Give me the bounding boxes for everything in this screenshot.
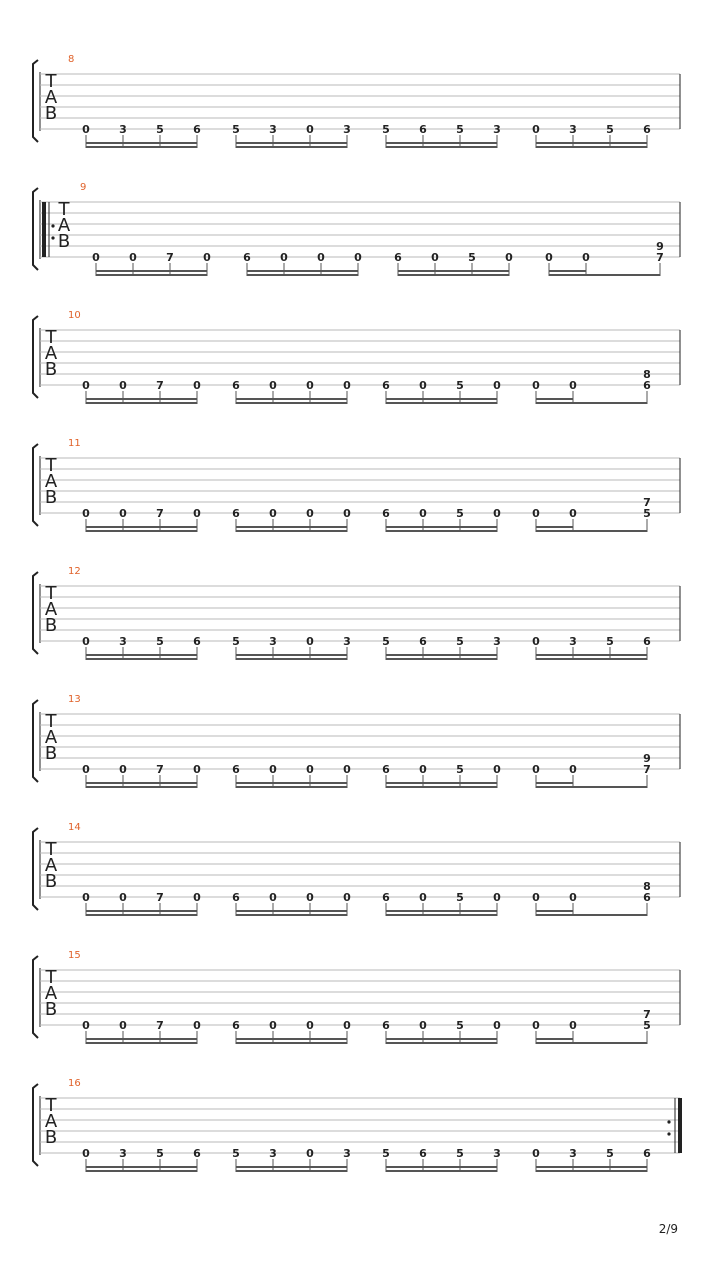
system-bracket [33, 1084, 38, 1166]
fret-number: 0 [569, 507, 577, 520]
fret-number: 0 [532, 1019, 540, 1032]
fret-number: 0 [306, 1019, 314, 1032]
fret-number: 3 [569, 123, 577, 136]
beam-primary [386, 1170, 497, 1172]
beam-secondary [86, 1038, 197, 1040]
fret-number: 5 [606, 123, 614, 136]
fret-number: 3 [493, 635, 501, 648]
system-bracket [33, 828, 38, 910]
tab-clef-letter: A [44, 87, 58, 108]
beam-secondary [536, 654, 647, 656]
tab-system [33, 950, 680, 1044]
fret-number: 0 [532, 123, 540, 136]
measure-number: 16 [68, 1078, 81, 1089]
fret-number: 5 [232, 123, 240, 136]
measure-number: 14 [68, 822, 81, 833]
beam-secondary [536, 1038, 573, 1040]
repeat-dot [51, 224, 54, 227]
fret-number: 3 [119, 123, 127, 136]
beam-primary [386, 786, 497, 788]
fret-number: 5 [456, 123, 464, 136]
fret-number: 0 [306, 763, 314, 776]
beam-primary [86, 1170, 197, 1172]
beam-primary [386, 1042, 497, 1044]
fret-number: 6 [382, 507, 390, 520]
tab-clef-letter: T [45, 583, 57, 604]
fret-number: 5 [156, 123, 164, 136]
fret-number: 0 [343, 891, 351, 904]
beam-primary [536, 914, 647, 916]
fret-number: 0 [119, 891, 127, 904]
fret-number: 6 [643, 123, 651, 136]
fret-number: 0 [532, 1147, 540, 1160]
fret-number: 7 [156, 891, 164, 904]
measure-number: 12 [68, 566, 81, 577]
fret-number: 0 [269, 891, 277, 904]
beam-primary [536, 1170, 647, 1172]
fret-number: 7 [156, 763, 164, 776]
beam-secondary [386, 910, 497, 912]
fret-number: 6 [243, 251, 251, 264]
beam-primary [236, 786, 347, 788]
fret-number: 0 [82, 1147, 90, 1160]
fret-number: 5 [643, 507, 651, 520]
tab-clef-letter: B [44, 999, 58, 1020]
fret-number: 0 [82, 379, 90, 392]
fret-number: 7 [156, 1019, 164, 1032]
fret-number: 0 [119, 379, 127, 392]
beam-secondary [236, 142, 347, 144]
fret-number: 6 [193, 1147, 201, 1160]
fret-number: 0 [306, 1147, 314, 1160]
beam-secondary [386, 1038, 497, 1040]
fret-number: 5 [156, 635, 164, 648]
fret-number: 3 [343, 123, 351, 136]
beam-secondary [386, 526, 497, 528]
beam-primary [236, 1042, 347, 1044]
fret-number: 0 [343, 763, 351, 776]
repeat-dot [667, 1120, 670, 1123]
fret-number: 0 [545, 251, 553, 264]
repeat-start-thick-bar [42, 202, 46, 257]
fret-number: 0 [82, 507, 90, 520]
fret-number: 7 [166, 251, 174, 264]
beam-primary [386, 914, 497, 916]
beam-secondary [386, 654, 497, 656]
fret-number: 5 [382, 123, 390, 136]
fret-number: 5 [456, 1019, 464, 1032]
fret-number: 5 [456, 891, 464, 904]
fret-number: 0 [419, 763, 427, 776]
fret-number: 7 [156, 379, 164, 392]
fret-number: 0 [306, 123, 314, 136]
system-bracket [33, 316, 38, 398]
tab-system [33, 438, 680, 532]
fret-number: 0 [269, 507, 277, 520]
fret-number: 6 [232, 1019, 240, 1032]
beam-primary [86, 658, 197, 660]
fret-number: 0 [419, 1019, 427, 1032]
beam-primary [236, 402, 347, 404]
measure-number: 8 [68, 54, 75, 65]
system-bracket [33, 188, 38, 270]
tab-clef-letter: T [45, 839, 57, 860]
fret-number: 0 [419, 379, 427, 392]
fret-number: 5 [382, 1147, 390, 1160]
fret-number: 5 [456, 763, 464, 776]
fret-number: 6 [382, 891, 390, 904]
fret-number: 6 [394, 251, 402, 264]
beam-primary [536, 146, 647, 148]
beam-primary [536, 1042, 647, 1044]
fret-number: 5 [606, 1147, 614, 1160]
measure-number: 15 [68, 950, 81, 961]
tab-clef-letter: B [44, 103, 58, 124]
tab-clef-letter: A [44, 1111, 58, 1132]
fret-number: 3 [343, 1147, 351, 1160]
fret-number: 3 [343, 635, 351, 648]
beam-primary [96, 274, 207, 276]
fret-number: 9 [643, 752, 651, 765]
beam-secondary [236, 1166, 347, 1168]
beam-secondary [86, 654, 197, 656]
beam-secondary [536, 782, 573, 784]
tab-clef-letter: B [44, 743, 58, 764]
tab-clef-letter: T [58, 199, 70, 220]
system-bracket [33, 572, 38, 654]
beam-primary [86, 146, 197, 148]
beam-secondary [398, 270, 509, 272]
fret-number: 0 [493, 379, 501, 392]
beam-secondary [536, 910, 573, 912]
fret-number: 0 [269, 379, 277, 392]
tab-system [33, 1078, 682, 1172]
beam-primary [536, 530, 647, 532]
fret-number: 0 [119, 763, 127, 776]
fret-number: 0 [82, 635, 90, 648]
fret-number: 0 [280, 251, 288, 264]
beam-secondary [96, 270, 207, 272]
tab-clef-letter: A [44, 983, 58, 1004]
fret-number: 7 [656, 251, 664, 264]
beam-secondary [86, 142, 197, 144]
fret-number: 0 [269, 1019, 277, 1032]
fret-number: 0 [493, 507, 501, 520]
beam-secondary [386, 398, 497, 400]
beam-secondary [247, 270, 358, 272]
tab-clef-letter: T [45, 967, 57, 988]
beam-primary [386, 402, 497, 404]
fret-number: 0 [193, 763, 201, 776]
tab-clef-letter: B [44, 359, 58, 380]
system-bracket [33, 444, 38, 526]
beam-primary [536, 402, 647, 404]
beam-primary [86, 530, 197, 532]
fret-number: 0 [193, 891, 201, 904]
system-bracket [33, 60, 38, 142]
beam-secondary [236, 398, 347, 400]
measure-number: 11 [68, 438, 81, 449]
tab-clef-letter: A [44, 343, 58, 364]
fret-number: 5 [456, 1147, 464, 1160]
fret-number: 7 [156, 507, 164, 520]
fret-number: 5 [643, 1019, 651, 1032]
fret-number: 6 [419, 635, 427, 648]
fret-number: 0 [569, 891, 577, 904]
fret-number: 7 [643, 763, 651, 776]
beam-primary [86, 914, 197, 916]
beam-primary [236, 530, 347, 532]
fret-number: 5 [456, 379, 464, 392]
fret-number: 8 [643, 880, 651, 893]
tab-system [33, 310, 680, 404]
beam-secondary [86, 910, 197, 912]
measure-number: 10 [68, 310, 81, 321]
beam-primary [86, 1042, 197, 1044]
beam-secondary [236, 782, 347, 784]
beam-secondary [536, 526, 573, 528]
fret-number: 0 [119, 507, 127, 520]
fret-number: 0 [493, 1019, 501, 1032]
tab-clef-letter: B [44, 1127, 58, 1148]
fret-number: 6 [382, 763, 390, 776]
fret-number: 3 [269, 635, 277, 648]
fret-number: 0 [193, 507, 201, 520]
beam-secondary [236, 526, 347, 528]
fret-number: 0 [343, 507, 351, 520]
beam-secondary [386, 142, 497, 144]
fret-number: 6 [419, 1147, 427, 1160]
tab-clef-letter: A [44, 727, 58, 748]
fret-number: 0 [317, 251, 325, 264]
beam-primary [549, 274, 660, 276]
fret-number: 3 [569, 635, 577, 648]
fret-number: 0 [343, 1019, 351, 1032]
fret-number: 6 [643, 635, 651, 648]
fret-number: 3 [269, 123, 277, 136]
fret-number: 0 [82, 763, 90, 776]
fret-number: 5 [468, 251, 476, 264]
fret-number: 6 [382, 1019, 390, 1032]
fret-number: 5 [232, 1147, 240, 1160]
fret-number: 0 [532, 507, 540, 520]
tab-clef-letter: A [44, 599, 58, 620]
beam-secondary [536, 398, 573, 400]
page-number: 2/9 [658, 1222, 678, 1236]
fret-number: 9 [656, 240, 664, 253]
fret-number: 0 [493, 891, 501, 904]
tab-clef-letter: B [44, 487, 58, 508]
fret-number: 0 [419, 507, 427, 520]
fret-number: 0 [569, 1019, 577, 1032]
beam-secondary [86, 782, 197, 784]
beam-primary [386, 658, 497, 660]
fret-number: 6 [232, 379, 240, 392]
beam-secondary [236, 654, 347, 656]
beam-secondary [536, 1166, 647, 1168]
fret-number: 6 [643, 379, 651, 392]
fret-number: 0 [532, 891, 540, 904]
tab-system [33, 182, 680, 276]
fret-number: 0 [569, 379, 577, 392]
fret-number: 0 [493, 763, 501, 776]
beam-secondary [386, 1166, 497, 1168]
measure-number: 13 [68, 694, 81, 705]
fret-number: 6 [643, 891, 651, 904]
fret-number: 0 [306, 891, 314, 904]
fret-number: 0 [82, 123, 90, 136]
fret-number: 0 [92, 251, 100, 264]
fret-number: 0 [82, 1019, 90, 1032]
fret-number: 3 [269, 1147, 277, 1160]
fret-number: 0 [119, 1019, 127, 1032]
beam-primary [236, 1170, 347, 1172]
fret-number: 0 [306, 379, 314, 392]
fret-number: 0 [269, 763, 277, 776]
fret-number: 0 [193, 1019, 201, 1032]
fret-number: 0 [505, 251, 513, 264]
fret-number: 5 [382, 635, 390, 648]
fret-number: 5 [456, 507, 464, 520]
fret-number: 7 [643, 1008, 651, 1021]
fret-number: 3 [493, 123, 501, 136]
fret-number: 5 [606, 635, 614, 648]
fret-number: 0 [431, 251, 439, 264]
tab-system [33, 566, 680, 660]
fret-number: 6 [643, 1147, 651, 1160]
beam-secondary [236, 910, 347, 912]
fret-number: 8 [643, 368, 651, 381]
fret-number: 3 [569, 1147, 577, 1160]
fret-number: 0 [306, 635, 314, 648]
beam-primary [386, 530, 497, 532]
repeat-dot [51, 236, 54, 239]
beam-secondary [236, 1038, 347, 1040]
fret-number: 6 [232, 507, 240, 520]
fret-number: 0 [532, 379, 540, 392]
tab-clef-letter: A [57, 215, 71, 236]
fret-number: 0 [354, 251, 362, 264]
system-bracket [33, 700, 38, 782]
fret-number: 6 [382, 379, 390, 392]
fret-number: 0 [582, 251, 590, 264]
fret-number: 0 [129, 251, 137, 264]
tab-clef-letter: B [57, 231, 71, 252]
beam-primary [247, 274, 358, 276]
tab-system [33, 694, 680, 788]
tab-system [33, 54, 680, 148]
repeat-dot [667, 1132, 670, 1135]
tab-clef-letter: A [44, 471, 58, 492]
fret-number: 0 [306, 507, 314, 520]
system-bracket [33, 956, 38, 1038]
tab-clef-letter: T [45, 327, 57, 348]
fret-number: 3 [119, 635, 127, 648]
beam-primary [536, 658, 647, 660]
beam-primary [536, 786, 647, 788]
fret-number: 5 [156, 1147, 164, 1160]
fret-number: 0 [82, 891, 90, 904]
fret-number: 5 [232, 635, 240, 648]
tab-system [33, 822, 680, 916]
beam-primary [236, 914, 347, 916]
tab-clef-letter: T [45, 711, 57, 732]
beam-secondary [86, 1166, 197, 1168]
tab-clef-letter: T [45, 455, 57, 476]
fret-number: 0 [343, 379, 351, 392]
repeat-end-thick-bar [678, 1098, 682, 1153]
fret-number: 6 [232, 763, 240, 776]
tab-clef-letter: B [44, 871, 58, 892]
measure-number: 9 [80, 182, 87, 193]
beam-primary [398, 274, 509, 276]
fret-number: 0 [193, 379, 201, 392]
beam-primary [86, 786, 197, 788]
fret-number: 6 [232, 891, 240, 904]
fret-number: 0 [203, 251, 211, 264]
fret-number: 3 [119, 1147, 127, 1160]
beam-secondary [549, 270, 586, 272]
fret-number: 0 [532, 635, 540, 648]
beam-primary [236, 658, 347, 660]
fret-number: 0 [532, 763, 540, 776]
beam-secondary [86, 526, 197, 528]
tab-clef-letter: T [45, 71, 57, 92]
fret-number: 6 [193, 635, 201, 648]
fret-number: 3 [493, 1147, 501, 1160]
tab-clef-letter: T [45, 1095, 57, 1116]
tab-clef-letter: A [44, 855, 58, 876]
beam-secondary [86, 398, 197, 400]
beam-primary [236, 146, 347, 148]
beam-secondary [536, 142, 647, 144]
fret-number: 6 [193, 123, 201, 136]
fret-number: 0 [419, 891, 427, 904]
beam-primary [86, 402, 197, 404]
tab-clef-letter: B [44, 615, 58, 636]
fret-number: 0 [569, 763, 577, 776]
fret-number: 7 [643, 496, 651, 509]
beam-secondary [386, 782, 497, 784]
beam-primary [386, 146, 497, 148]
fret-number: 6 [419, 123, 427, 136]
fret-number: 5 [456, 635, 464, 648]
